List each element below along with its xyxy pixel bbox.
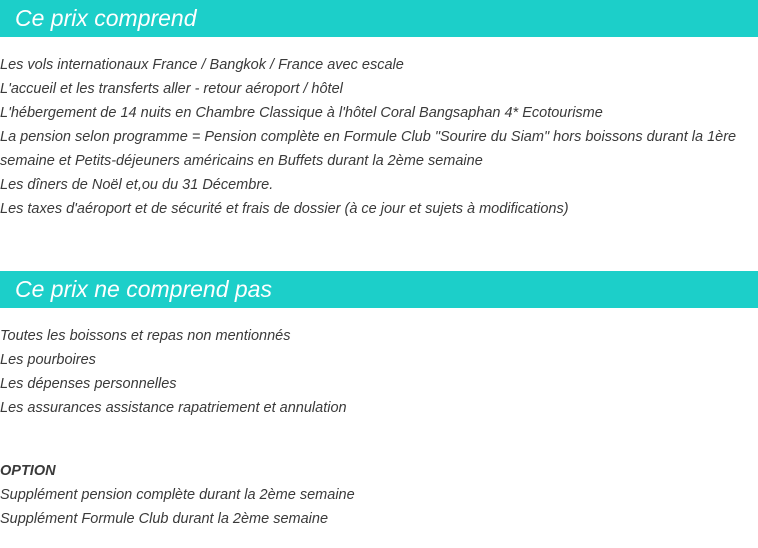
list-item: Supplément pension complète durant la 2ème semaine <box>0 487 355 503</box>
list-item: Les dépenses personnelles <box>0 376 177 392</box>
list-item: La pension selon programme = Pension complète en Formule Club "Sourire du Siam" hors boissons durant la 1ère <box>0 129 737 145</box>
option-title: OPTION <box>0 463 56 479</box>
section-title-excludes: Ce prix ne comprend pas <box>15 276 272 302</box>
excludes-list <box>0 324 758 420</box>
section-header-includes <box>0 0 758 37</box>
list-item: semaine et Petits-déjeuners américains en Buffets durant la 2ème semaine <box>0 153 483 169</box>
list-item: Supplément Formule Club durant la 2ème semaine <box>0 511 329 527</box>
list-item: Les taxes d'aéroport et de sécurité et frais de dossier (à ce jour et sujets à modifications) <box>0 201 569 217</box>
section-header-excludes <box>0 271 758 308</box>
list-item: L'accueil et les transferts aller - retour aéroport / hôtel <box>0 81 343 97</box>
list-item: Toutes les boissons et repas non mentionnés <box>0 328 291 344</box>
option-list <box>0 483 758 531</box>
section-title-includes: Ce prix comprend <box>15 5 197 31</box>
list-item: Les pourboires <box>0 352 96 368</box>
list-item: Les dîners de Noël et,ou du 31 Décembre. <box>0 177 274 193</box>
list-item: Les vols internationaux France / Bangkok / France avec escale <box>0 57 404 73</box>
includes-list <box>0 53 758 221</box>
list-item: L'hébergement de 14 nuits en Chambre Classique à l'hôtel Coral Bangsaphan 4* Ecotourisme <box>0 105 603 121</box>
list-item: Les assurances assistance rapatriement et annulation <box>0 400 347 416</box>
